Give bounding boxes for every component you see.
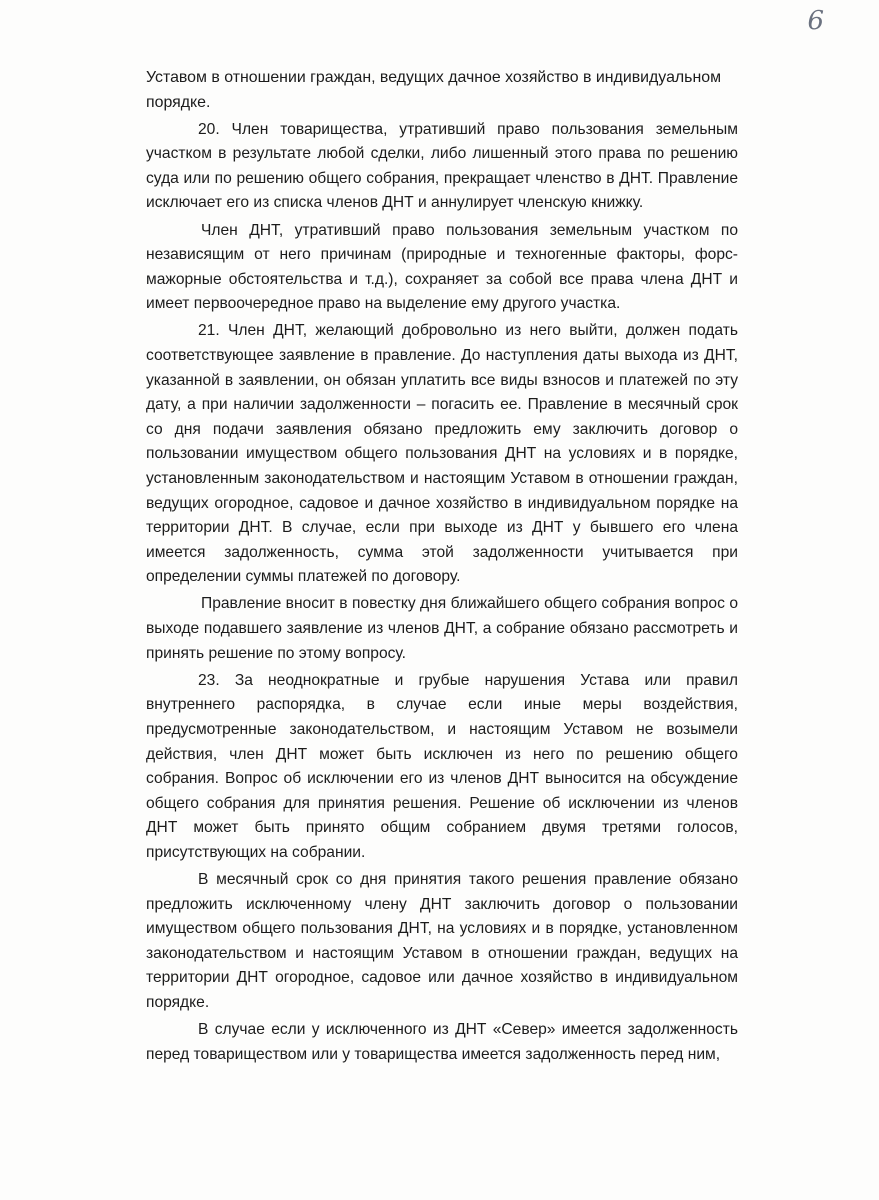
paragraph-item-21-continued: Правление вносит в повестку дня ближайшего общего собрания вопрос о выходе подавшего заявление из членов ДНТ, а собрание обязано рассмотреть и принять решение по этому вопросу. bbox=[146, 595, 738, 662]
paragraph-continuation: Уставом в отношении граждан, ведущих дачное хозяйство в индивидуальном порядке. bbox=[146, 69, 721, 111]
paragraph-item-23-final: В случае если у исключенного из ДНТ «Север» имеется задолженность перед товариществом или у товарищества имеется задолженность перед ним, bbox=[146, 1021, 738, 1063]
paragraph-item-23-continued: В месячный срок со дня принятия такого решения правление обязано предложить исключенному члену ДНТ заключить договор о пользовании имуществом общего пользования ДНТ, на условиях и в порядке, установленном законодательством и настоящим Уставом в отношении граждан, ведущих на территории ДНТ огородное, садовое или дачное хозяйство в индивидуальном порядке. bbox=[146, 871, 738, 1011]
document-body bbox=[146, 66, 738, 1070]
page-number: 6 bbox=[807, 6, 825, 36]
paragraph-item-23: 23. За неоднократные и грубые нарушения Устава или правил внутреннего распорядка, в случае если иные меры воздействия, предусмотренные законодательством, и настоящим Уставом не возымели действия, член ДНТ может быть исключен из него по решению общего собрания. Вопрос об исключении его из членов ДНТ выносится на обсуждение общего собрания для принятия решения. Решение об исключении из членов ДНТ может быть принято общим собранием двумя третями голосов, присутствующих на собрании. bbox=[146, 671, 738, 861]
paragraph-item-20: 20. Член товарищества, утративший право пользования земельным участком в результате любой сделки, либо лишенный этого права по решению суда или по решению общего собрания, прекращает членство в ДНТ. Правление исключает его из списка членов ДНТ и аннулирует членскую книжку. bbox=[146, 120, 738, 212]
paragraph-item-20-continued: Член ДНТ, утративший право пользования земельным участком по независящим от него причинам (природные и техногенные факторы, форс-мажорные обстоятельства и т.д.), сохраняет за собой все права члена ДНТ и имеет первоочередное право на выделение ему другого участка. bbox=[146, 221, 738, 313]
paragraph-item-21: 21. Член ДНТ, желающий добровольно из него выйти, должен подать соответствующее заявление в правление. До наступления даты выхода из ДНТ, указанной в заявлении, он обязан уплатить все виды взносов и платежей по эту дату, а при наличии задолженности – погасить ее. Правление в месячный срок со дня подачи заявления обязано предложить ему заключить договор о пользовании имуществом общего пользования ДНТ на условиях и в порядке, установленным законодательством и настоящим Уставом в отношении граждан, ведущих огородное, садовое и дачное хозяйство в индивидуальном порядке на территории ДНТ. В случае, если при выходе из ДНТ у бывшего его члена имеется задолженность, сумма этой задолженности учитывается при определении суммы платежей по договору. bbox=[146, 322, 738, 586]
